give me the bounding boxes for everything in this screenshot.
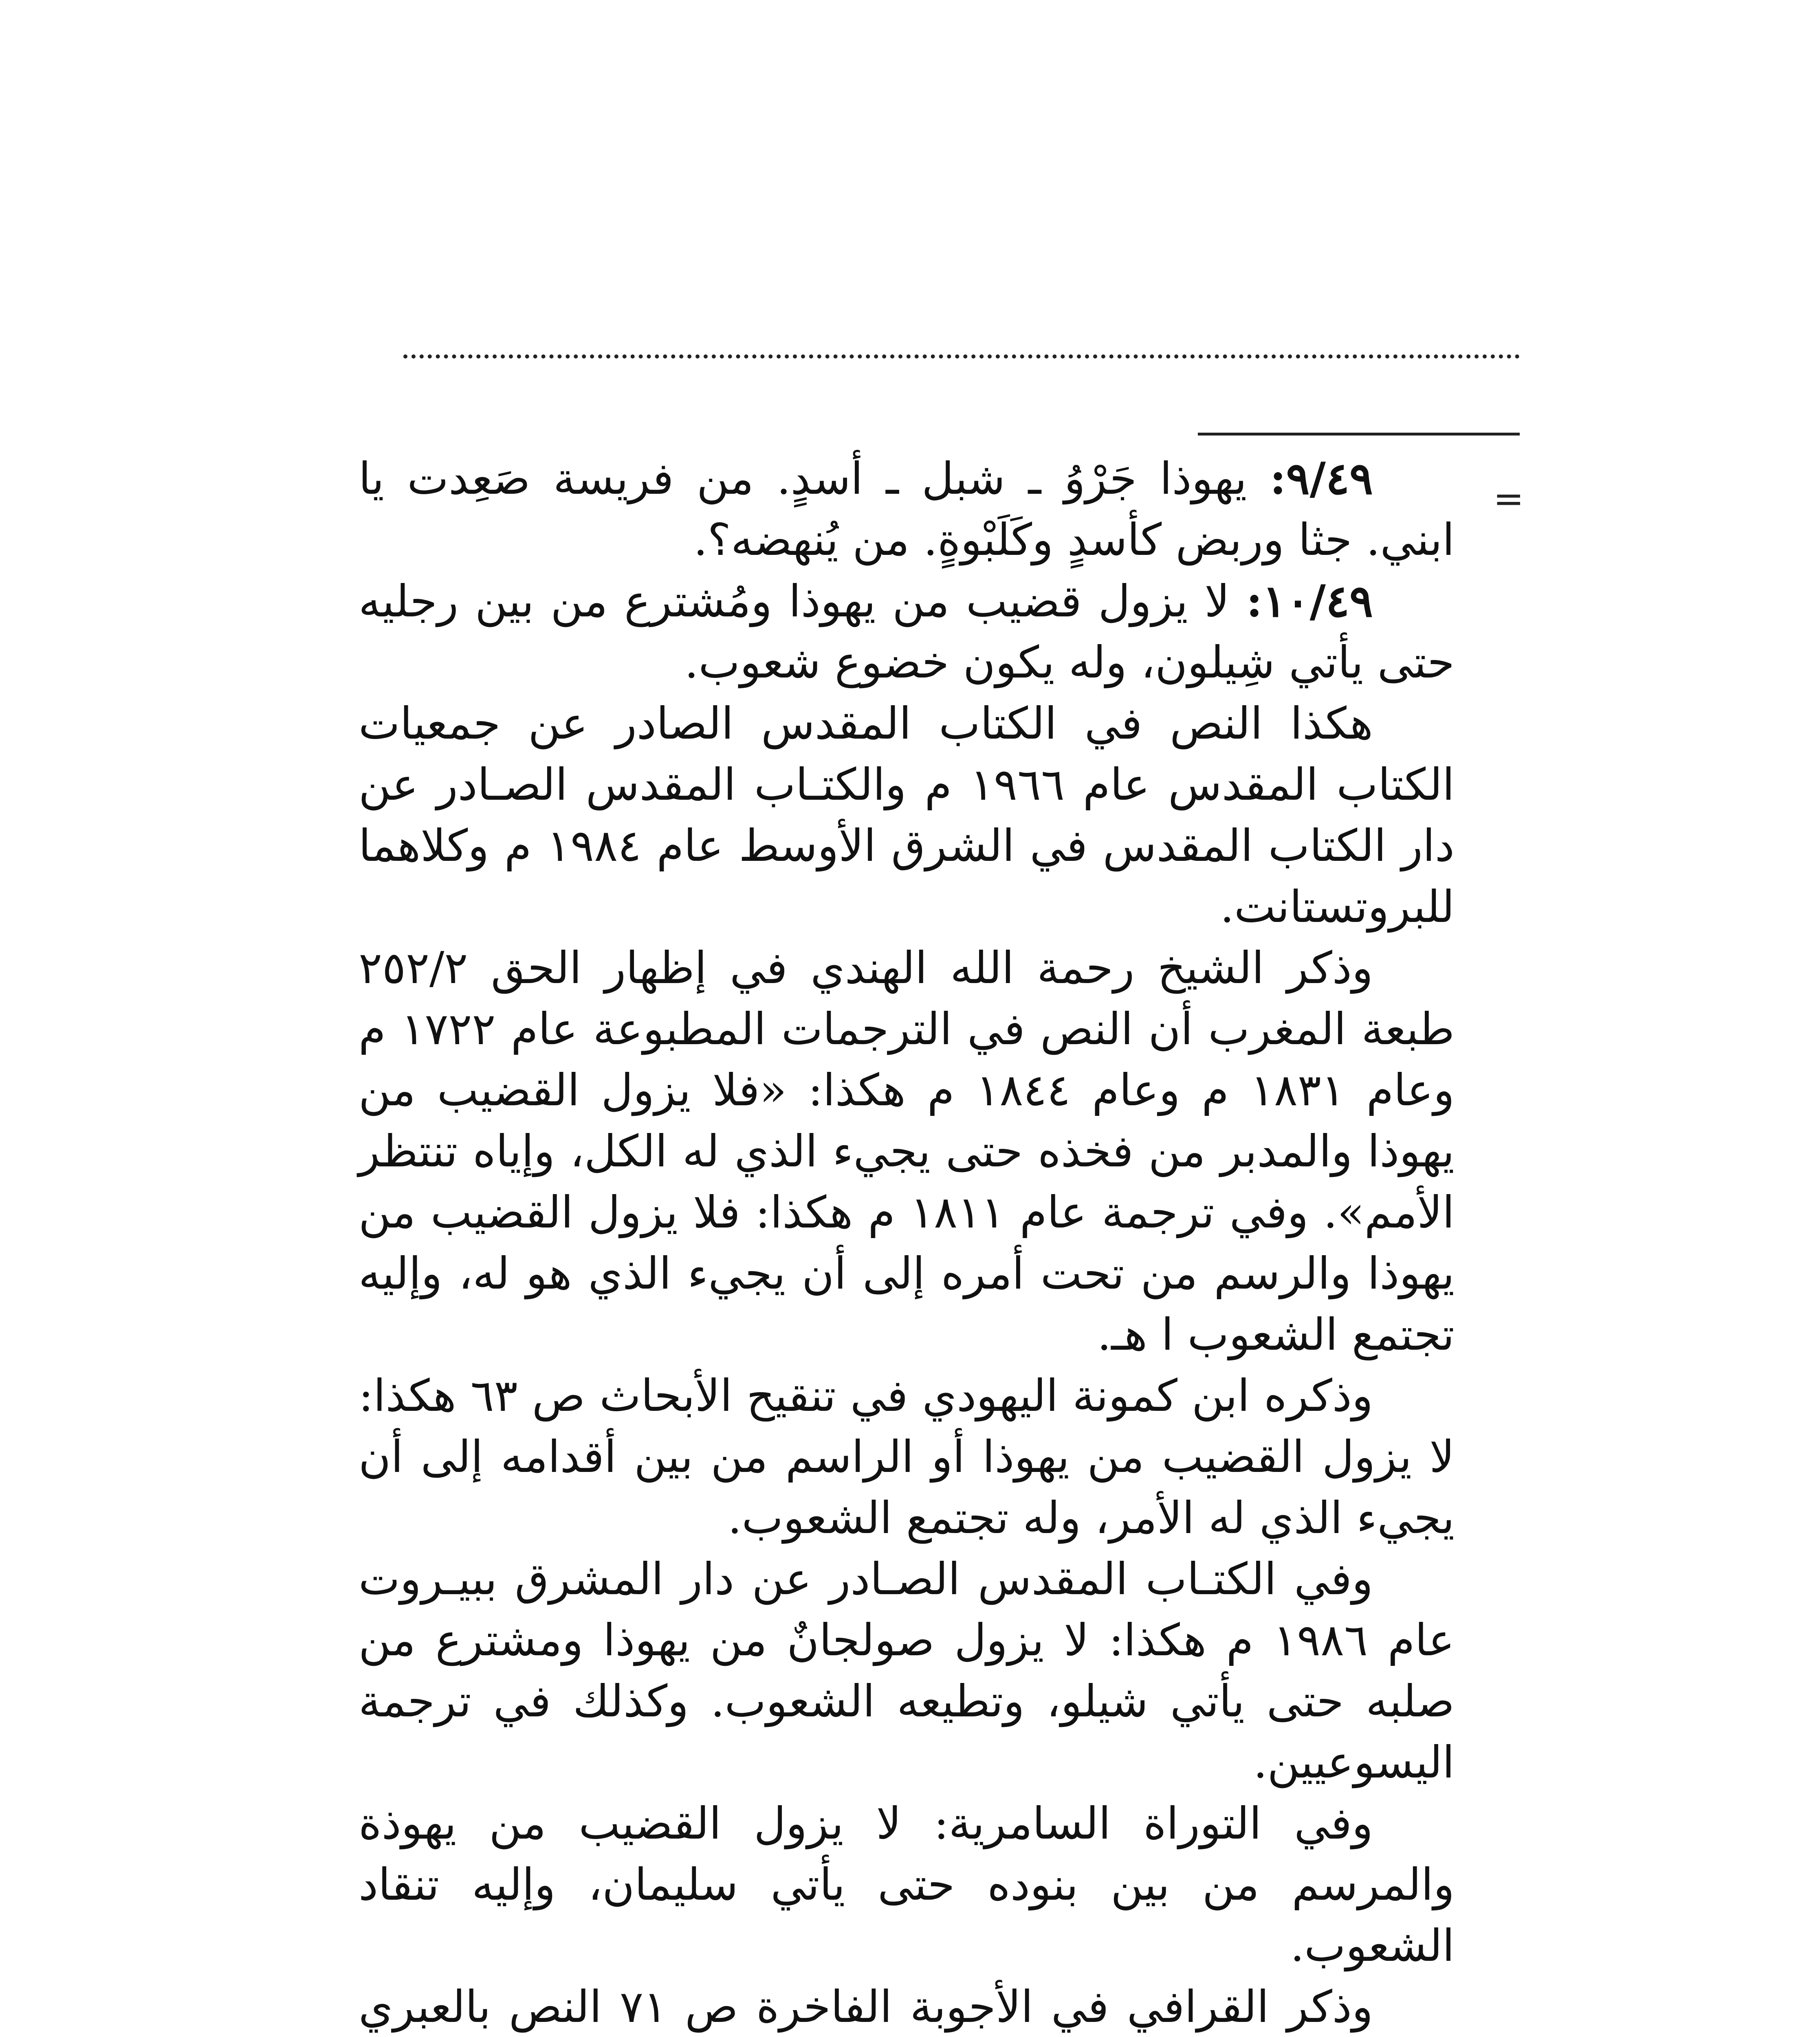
footnote-rule	[1198, 433, 1520, 436]
verse-paragraph-1	[359, 448, 1455, 571]
paragraph-2: وذكر الشيخ رحمة الله الهندي في إظهار الحق ٢٥٢/٢ طبعة المغرب أن النص في الترجمات المطبوعة عام ١٧٢٢ م وعام ١٨٣١ م وعام ١٨٤٤ م هكذا: «فلا يزول القضيب من يهوذا والمدبر من فخذه حتى يجيء الذي له الكل، وإياه تنتظر الأمم». وفي ترجمة عام ١٨١١ م هكذا: فلا يزول القضيب من يهوذا والرسم من تحت أمره إلى أن يجيء الذي هو له، وإليه تجتمع الشعوب ا هـ.	[359, 943, 1455, 1360]
dotted-separator	[403, 354, 1520, 359]
verse-text-2: لا يزول قضيب من يهوذا ومُشترع من بين رجليه حتى يأتي شِيلون، وله يكون خضوع شعوب.	[359, 576, 1455, 688]
verse-reference-2: ١٠/٤٩:	[1246, 576, 1373, 627]
paragraph-6: وذكر القرافي في الأجوبة الفاخرة ص ٧١ النص بالعبري	[359, 1982, 1373, 2033]
paragraph-3: وذكره ابن كمونة اليهودي في تنقيح الأبحاث ص ٦٣ هكذا: لا يزول القضيب من يهوذا أو الراسم من بين أقدامه إلى أن يجيء الذي له الأمر، وله تجتمع الشعوب.	[359, 1370, 1455, 1544]
paragraph-1: هكذا النص في الكتاب المقدس الصادر عن جمعيات الكتاب المقدس عام ١٩٦٦ م والكتـاب المقدس الصـادر عن دار الكتاب المقدس في الشرق الأوسط عام ١٩٨٤ م وكلاهما للبروتستانت.	[359, 698, 1455, 933]
verse-text-1: يهوذا جَرْوُ ـ شبل ـ أسدٍ. من فريسة صَعِدت يا ابني. جثا وربض كأسدٍ وكَلَبْوةٍ. من يُنهضه؟.	[359, 453, 1455, 565]
continuation-mark-top: =	[1493, 477, 1524, 520]
paragraph-4: وفي الكتـاب المقدس الصـادر عن دار المشرق ببيـروت عام ١٩٨٦ م هكذا: لا يزول صولجانٌ من يهوذا ومشترع من صلبه حتى يأتي شيلو، وتطيعه الشعوب. وكذلك في ترجمة اليسوعيين.	[359, 1554, 1455, 1788]
paragraph-5: وفي التوراة السامرية: لا يزول القضيب من يهوذة والمرسم من بين بنوده حتى يأتي سليمان، وإليه تنقاد الشعوب.	[359, 1798, 1455, 1971]
main-text-column	[359, 448, 1455, 2037]
verse-reference-1: ٩/٤٩:	[1270, 453, 1373, 504]
verse-paragraph-2	[359, 571, 1455, 693]
